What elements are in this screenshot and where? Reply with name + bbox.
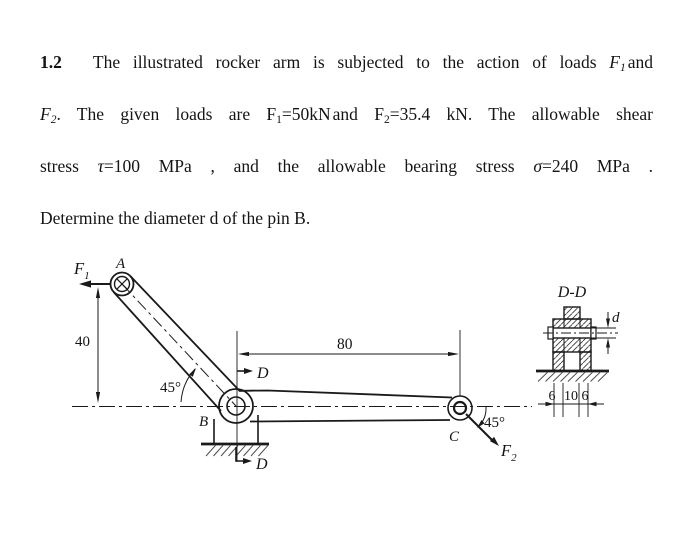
arm-cross-section-top <box>564 307 580 319</box>
fork-left-leg <box>553 352 564 371</box>
dim40-value: 40 <box>75 334 90 350</box>
force-f1 <box>73 259 111 288</box>
section-title: D-D <box>557 284 587 301</box>
line2-text-a: . The given loads are <box>56 104 267 124</box>
pin-a-cross <box>117 279 128 290</box>
label-d-bottom: D <box>256 456 268 473</box>
shear-stress-value: =100 MPa , and the allowable bearing stress <box>103 156 534 176</box>
dimension-40 <box>75 287 100 403</box>
f2-value-symbol: F <box>374 104 384 124</box>
dim-10: 10 <box>564 389 578 404</box>
angle-45-c <box>477 407 505 431</box>
bearing-stress-value: =240 MPa . <box>541 156 654 176</box>
f1-value-subscript: 1 <box>276 114 282 126</box>
section-arrow-bottom-head <box>243 458 252 464</box>
section-arrow-top-head <box>244 368 253 374</box>
tau-symbol: τ <box>97 156 104 176</box>
dim80-value: 80 <box>337 336 353 353</box>
f2-symbol: F <box>40 104 51 124</box>
angle-45-b <box>160 368 196 402</box>
sigma-symbol: σ <box>533 156 542 176</box>
angle-b-value: 45° <box>160 380 181 396</box>
pedestal-sides <box>214 415 258 443</box>
f2-subscript: 2 <box>50 114 57 126</box>
label-f1: $F_1$ <box>74 259 90 282</box>
f2-value-subscript: 2 <box>383 114 390 126</box>
label-b: B <box>199 414 209 430</box>
support-b <box>201 415 269 456</box>
arm-lower-edge-horizontal <box>250 420 450 422</box>
label-c: C <box>449 429 460 445</box>
label-a: A <box>116 256 126 272</box>
label-d-top: D <box>257 365 269 382</box>
angle-c-value: 45° <box>484 415 505 431</box>
f1-subscript: 1 <box>619 62 626 74</box>
f1-symbol: F <box>609 52 620 72</box>
fork-right-leg <box>580 352 591 371</box>
dimension-6-10-6 <box>538 383 604 417</box>
section-view-dd <box>536 284 620 417</box>
f1-value-symbol: F <box>266 104 277 124</box>
dimension-80 <box>238 330 460 396</box>
line1-tail: and <box>627 52 653 72</box>
line1-text: The illustrated rocker arm is subjected to the action of loads <box>92 52 610 72</box>
problem-number: 1.2 <box>40 52 62 72</box>
dim-d-value: d <box>612 310 620 326</box>
label-f2: $F_2$ <box>501 441 517 464</box>
dim-6-left: 6 <box>548 389 556 404</box>
line2-text-b: and <box>332 104 375 124</box>
pin-a <box>111 273 134 296</box>
centerlines <box>72 284 532 407</box>
line4-text: Determine the diameter d of the pin B. <box>40 208 311 228</box>
line3-text-a: stress <box>40 156 98 176</box>
ground-hatching-dd <box>538 372 608 382</box>
rocker-arm-outline <box>114 276 452 421</box>
f2-value: =35.4 kN <box>389 104 468 124</box>
f1-value: =50kN <box>281 104 331 124</box>
dim-6-right: 6 <box>581 389 589 404</box>
line2-text-c: . The allowable shear <box>467 104 653 124</box>
pin-c-inner-circle <box>454 402 466 414</box>
